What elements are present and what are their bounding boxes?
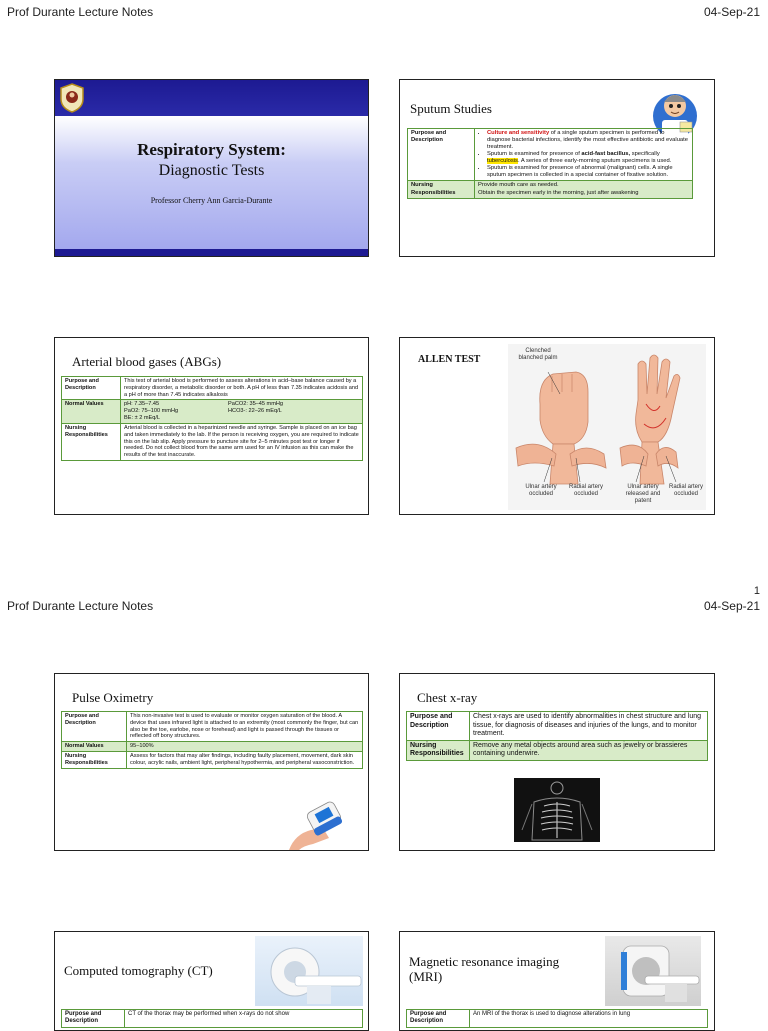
pulse-oximetry-table <box>61 711 363 769</box>
title-slide-bottom-band <box>55 249 368 256</box>
chest-nursing-text: Remove any metal objects around area such as jewelry or brassieres containing underwire. <box>470 740 708 760</box>
title-slide-title: Respiratory System: <box>137 140 286 159</box>
caption-clenched-palm: Clenched blanched palm <box>518 348 558 361</box>
pulse-oximetry-slide <box>54 673 369 851</box>
mri-table <box>406 1009 708 1028</box>
pulse-oximeter-image <box>289 794 349 850</box>
sputum-bullet-1 <box>487 130 689 151</box>
sputum-purpose-cell <box>475 129 693 181</box>
abg-ph-value: pH: 7.35–7.45 <box>124 401 160 408</box>
ct-purpose-text: CT of the thorax may be performed when x-rays do not show <box>125 1010 363 1028</box>
pulse-nursing-text: Assess for factors that may alter findings, including faulty placement, movement, dark skin colour, acrylic nails, ambient light, peripheral hypothermia, and peripheral vasoconstriction. <box>127 752 363 769</box>
abg-hco3-value: HCO3-: 22–26 mEq/L <box>228 408 282 415</box>
mri-title: Magnetic resonance imaging (MRI) <box>409 954 560 984</box>
sputum-nursing-line-1: Provide mouth care as needed. <box>478 182 559 189</box>
allen-slide <box>399 337 715 515</box>
mri-slide <box>399 931 715 1031</box>
caption-ulnar-occluded: Ulnar artery occluded <box>525 484 557 497</box>
chest-purpose-label: Purpose and Description <box>407 712 470 741</box>
school-logo-icon <box>59 83 85 113</box>
abg-pao2-value: PaO2: 75–100 mmHg <box>124 408 179 415</box>
allen-title: ALLEN TEST <box>418 354 481 365</box>
header-left-page-2: Prof Durante Lecture Notes <box>7 599 154 613</box>
pulse-purpose-text: This non-invasive test is used to evaluate or monitor oxygen saturation of the blood. A device that uses infrared light is attached to an extremity (most commonly the finger, but can also be the toe, earlobe, nose or forehead) and light is passed through the tissues or reflected off bony structures. <box>127 712 363 742</box>
pulse-normal-label: Normal Values <box>62 742 127 752</box>
pulse-nursing-label: Nursing Responsibilities <box>62 752 127 769</box>
sputum-title: Sputum Studies <box>410 101 492 116</box>
chest-xray-image <box>514 778 600 842</box>
mri-scanner-image <box>605 936 701 1006</box>
pulse-oximetry-title: Pulse Oximetry <box>72 690 154 705</box>
sputum-purpose-label: Purpose and Description <box>408 129 475 181</box>
ct-purpose-label: Purpose and Description <box>62 1010 125 1028</box>
sputum-bullet-2-text-c: . A series of three early-morning sputum specimens is used. <box>517 158 672 165</box>
title-slide-subtitle: Diagnostic Tests <box>158 162 265 179</box>
sputum-bullet-3: • Sputum is examined for presence of abnormal (malignant) cells. A single sputum specimen is collected in a special container of fixative solution. <box>487 165 689 179</box>
pulse-normal-value: 95–100% <box>127 742 363 752</box>
abg-normal-values <box>121 400 363 423</box>
caption-radial-occluded: Radial artery occluded <box>568 484 603 497</box>
chest-purpose-text: Chest x-rays are used to identify abnormalities in chest structure and lung tissue, for diagnosis of diseases and injuries of the lungs, and to monitor treatment. <box>470 712 708 741</box>
header-left: Prof Durante Lecture Notes <box>7 5 154 19</box>
pulse-purpose-label: Purpose and Description <box>62 712 127 742</box>
chest-xray-slide <box>399 673 715 851</box>
abg-purpose-label: Purpose and Description <box>62 377 121 400</box>
chest-nursing-label: Nursing Responsibilities <box>407 740 470 760</box>
abg-nursing-text: Arterial blood is collected in a heparinized needle and syringe. Sample is placed on an ice bag and taken immediately to the lab. If the person is receiving oxygen, you are required to indicate this on the lab slip. Apply pressure to puncture site for 2–5 minutes post test or longer if needed. Do not collect blood from the same arm used for an IV infusion as this can make the results of the test inaccurate. <box>121 423 363 460</box>
mri-purpose-label: Purpose and Description <box>407 1010 470 1028</box>
abg-normal-label: Normal Values <box>62 400 121 423</box>
sputum-nursing-cell <box>475 181 693 198</box>
sputum-bullet-2-text-a: Sputum is examined for presence of <box>487 151 582 158</box>
abg-paco2-value: PaCO2: 35–45 mmHg <box>228 401 284 408</box>
sputum-slide <box>399 79 715 257</box>
abg-be-value: BE: ± 2 mEq/L <box>124 415 161 422</box>
sputum-table <box>407 128 693 199</box>
caption-ulnar-released: Ulnar artery released and patent <box>625 484 661 504</box>
sputum-bullet-2 <box>487 151 689 165</box>
sputum-tuberculosis-highlight: tuberculosis <box>487 158 518 165</box>
mri-purpose-text: An MRI of the thorax is used to diagnose alterations in lung <box>470 1010 708 1028</box>
ct-table <box>61 1009 363 1028</box>
chest-xray-title: Chest x-ray <box>417 690 478 705</box>
header-date: 04-Sep-21 <box>703 5 760 19</box>
page-number: 1 <box>753 585 760 597</box>
sputum-bullet-1-text: of a single sputum specimen is performed to diagnose bacterial infections, identify the most effective antibiotic and evaluate treatment. <box>487 130 688 151</box>
title-slide <box>54 79 369 257</box>
header-date-page-2: 04-Sep-21 <box>703 599 760 613</box>
abg-slide <box>54 337 369 515</box>
abg-title: Arterial blood gases (ABGs) <box>72 354 222 369</box>
abg-nursing-label: Nursing Responsibilities <box>62 423 121 460</box>
ct-scanner-image <box>255 936 363 1006</box>
title-slide-author: Professor Cherry Ann Garcia-Durante <box>150 196 273 205</box>
sputum-culture-highlight: Culture and sensitivity <box>487 130 550 136</box>
abg-table <box>61 376 363 461</box>
sputum-bullet-2-text-b: specifically <box>630 151 660 158</box>
title-slide-top-band <box>55 80 368 116</box>
sputum-afb-bold: acid-fast bacillus, <box>581 151 631 158</box>
sputum-nursing-line-2: Obtain the specimen early in the morning, just after awakening <box>478 189 639 196</box>
sputum-nursing-label: Nursing Responsibilities <box>408 181 475 198</box>
abg-purpose-text: This test of arterial blood is performed to assess alterations in acid–base balance caused by a respiratory disorder, a metabolic disorder or both. A pH of less than 7.35 indicates acidosis and a pH of more than 7.45 indicates alkalosis <box>121 377 363 400</box>
ct-slide <box>54 931 369 1031</box>
chest-xray-table <box>406 711 708 761</box>
title-slide-body <box>55 116 368 250</box>
ct-title: Computed tomography (CT) <box>64 963 213 978</box>
caption-radial-occluded-2: Radial artery occluded <box>668 484 703 497</box>
